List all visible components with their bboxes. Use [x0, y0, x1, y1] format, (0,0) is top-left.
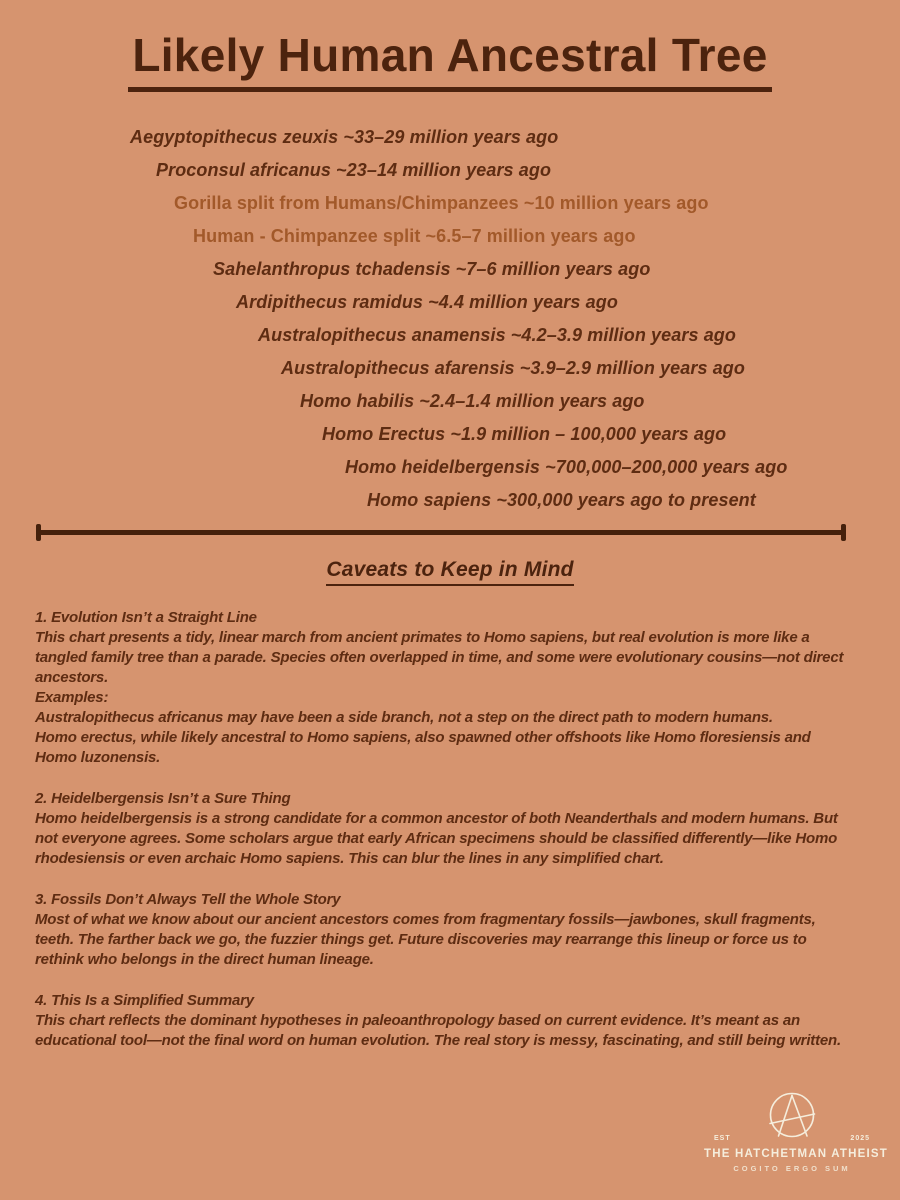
caveat-paragraph: This chart reflects the dominant hypotheses in paleoanthropology based on current evidence. It’s meant as an educational tool—not the final word on human evolution. The real story is messy, fascinating, and still being written.	[35, 1012, 841, 1049]
timeline-entry: Australopithecus afarensis ~3.9–2.9 million years ago	[281, 358, 745, 378]
atheist-circle-a-icon	[704, 1088, 880, 1146]
logo-est-label: EST	[714, 1135, 731, 1142]
caveats-heading: Caveats to Keep in Mind	[326, 558, 573, 586]
timeline-bar	[36, 524, 846, 541]
logo-year-label: 2025	[850, 1135, 870, 1142]
timeline-bar-line	[38, 530, 844, 535]
timeline-entry: Sahelanthropus tchadensis ~7–6 million years ago	[213, 259, 651, 279]
ancestral-timeline	[0, 128, 900, 509]
timeline-bar-right-cap	[841, 524, 846, 541]
brand-logo	[704, 1088, 888, 1173]
timeline-entry: Proconsul africanus ~23–14 million years ago	[156, 160, 552, 180]
caveat-paragraph: Examples:	[35, 689, 109, 706]
timeline-entry: Gorilla split from Humans/Chimpanzees ~10 million years ago	[174, 193, 709, 213]
caveats-heading-section	[0, 558, 900, 586]
caveat-section-2	[35, 789, 850, 869]
caveats-body	[35, 608, 850, 1051]
caveat-section-1	[35, 608, 850, 768]
timeline-entry: Aegyptopithecus zeuxis ~33–29 million years ago	[130, 127, 559, 147]
caveat-paragraph: Australopithecus africanus may have been a side branch, not a step on the direct path to modern humans.	[35, 709, 773, 726]
caveat-section-3	[35, 890, 850, 970]
caveat-paragraph: Most of what we know about our ancient ancestors comes from fragmentary fossils—jawbones, skull fragments, teeth. The farther back we go, the fuzzier things get. Future discoveries may rearrange this lineup or force us to rethink who belongs in the direct human lineage.	[35, 911, 816, 968]
timeline-entry: Homo habilis ~2.4–1.4 million years ago	[300, 391, 645, 411]
timeline-entry: Homo sapiens ~300,000 years ago to present	[367, 490, 756, 510]
page-title: Likely Human Ancestral Tree	[128, 28, 771, 92]
logo-tagline: COGITO ERGO SUM	[733, 1164, 851, 1173]
timeline-entry: Ardipithecus ramidus ~4.4 million years ago	[236, 292, 618, 312]
caveat-section-4	[35, 991, 850, 1051]
timeline-entry: Australopithecus anamensis ~4.2–3.9 million years ago	[258, 325, 736, 345]
logo-name: THE HATCHETMAN ATHEIST	[704, 1148, 888, 1160]
timeline-entry: Homo heidelbergensis ~700,000–200,000 years ago	[345, 457, 788, 477]
caveat-paragraph: This chart presents a tidy, linear march from ancient primates to Homo sapiens, but real evolution is more like a tangled family tree than a parade. Species often overlapped in time, and some were evolutionary cousins—not direct ancestors.	[35, 629, 844, 686]
caveat-heading: 1. Evolution Isn’t a Straight Line	[35, 609, 257, 626]
caveat-heading: 3. Fossils Don’t Always Tell the Whole Story	[35, 891, 341, 908]
caveat-heading: 4. This Is a Simplified Summary	[35, 992, 254, 1009]
title-section	[0, 0, 900, 92]
caveat-paragraph: Homo erectus, while likely ancestral to Homo sapiens, also spawned other offshoots like Homo floresiensis and Homo luzonensis.	[35, 729, 811, 766]
timeline-entry: Homo Erectus ~1.9 million – 100,000 years ago	[322, 424, 727, 444]
caveat-heading: 2. Heidelbergensis Isn’t a Sure Thing	[35, 790, 291, 807]
timeline-entry: Human - Chimpanzee split ~6.5–7 million years ago	[193, 226, 636, 246]
caveat-paragraph: Homo heidelbergensis is a strong candidate for a common ancestor of both Neanderthals and modern humans. But not everyone agrees. Some scholars argue that early African specimens should be classified differently—like Homo rhodesiensis or even archaic Homo sapiens. This can blur the lines in any simplified chart.	[35, 810, 838, 867]
